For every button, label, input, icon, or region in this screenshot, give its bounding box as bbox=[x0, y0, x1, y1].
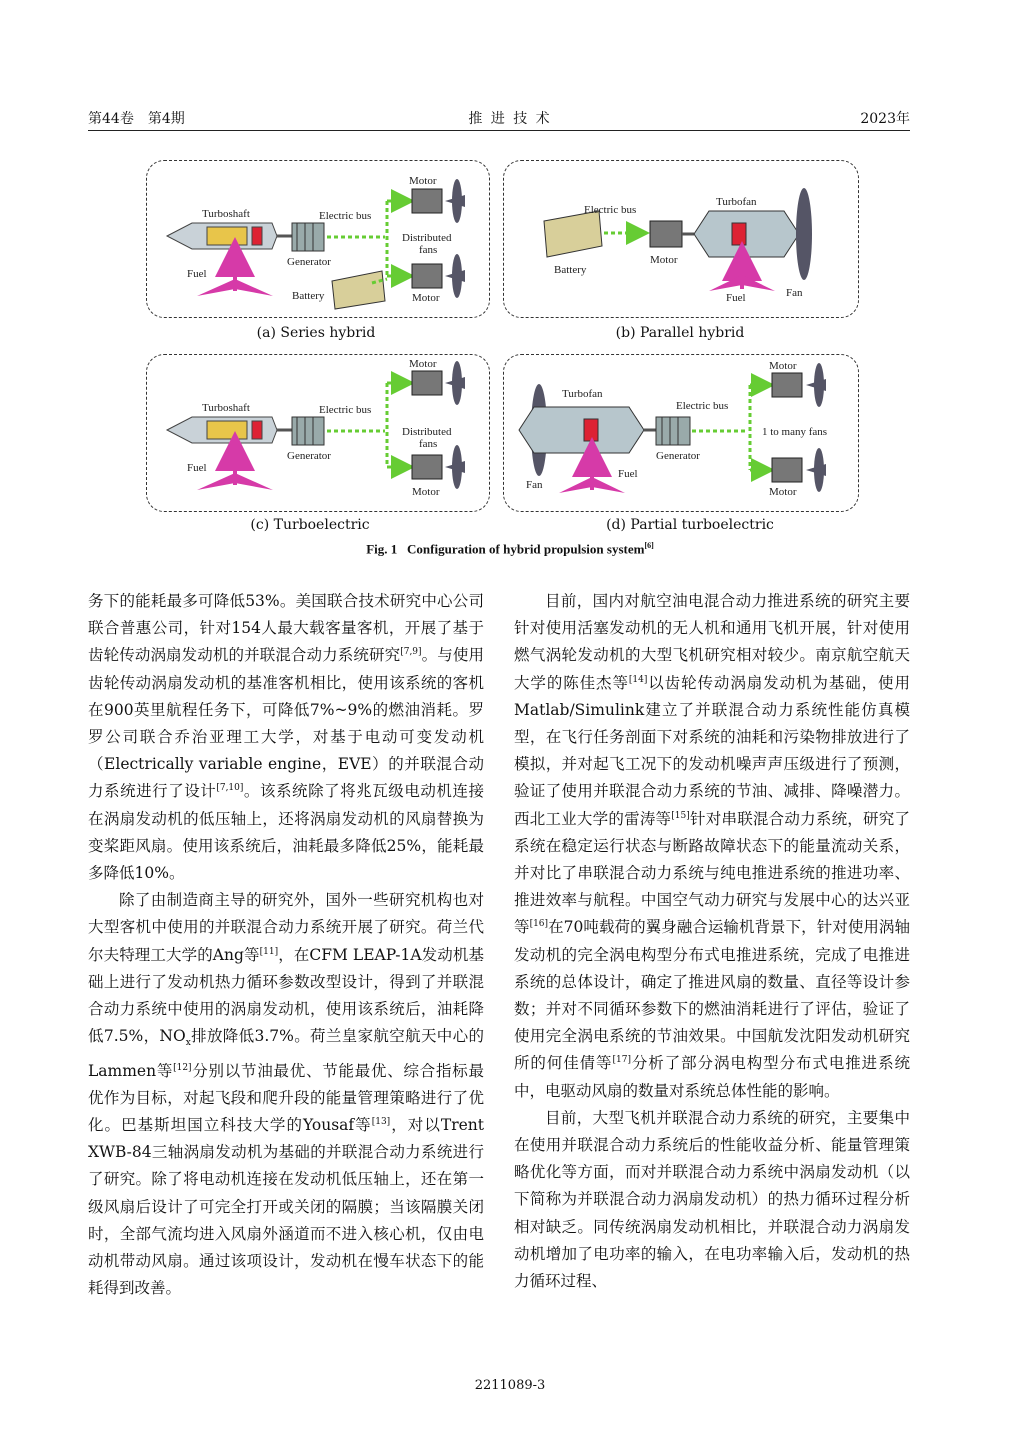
svg-text:Electric bus: Electric bus bbox=[676, 400, 729, 412]
turboelectric-diagram bbox=[147, 355, 489, 511]
fan-bottom-icon bbox=[445, 254, 465, 298]
motor-top-icon bbox=[412, 189, 442, 213]
svg-text:Electric bus: Electric bus bbox=[319, 404, 372, 416]
parallel-hybrid-diagram bbox=[504, 161, 858, 317]
svg-text:Fuel: Fuel bbox=[187, 268, 207, 280]
fan-top-icon bbox=[445, 179, 465, 223]
right-column bbox=[514, 588, 910, 1295]
paragraph: 除了由制造商主导的研究外，国外一些研究机构也对大型客机中使用的并联混合动力系统开展了研究。荷兰代尔夫特理工大学的Ang等[11]，在CFM LEAP-1A发动机基础上进行了发动机热力循环参数改型设计，得到了并联混合动力系统中使用的涡扇发动机，使用该系统后，油耗降低7.5%，$NO_x$排放降低3.7%。荷兰皇家航空航天中心的Lammen等[12]分别以节油最优、节能最优、综合指标最优作为目标，对起飞段和爬升段的能量管理策略进行了优化。巴基斯坦国立科技大学的Yousaf等[13]，对以Trent XWB-84三轴涡扇发动机为基础的并联混合动力系统进行了研究。除了将电动机连接在发动机低压轴上，还在第一级风扇后设计了可完全打开或关闭的隔膜；当该隔膜关闭时，全部气流均进入风扇外涵道而不进入核心机，仅由电动机带动风扇。通过该项设计，发动机在慢车状态下的能耗得到改善。 bbox=[88, 891, 484, 1298]
battery-icon bbox=[544, 211, 602, 257]
svg-text:Battery: Battery bbox=[554, 264, 587, 276]
journal-year: 2023年 bbox=[860, 111, 910, 127]
svg-text:Motor: Motor bbox=[769, 486, 797, 498]
svg-text:Generator: Generator bbox=[287, 256, 331, 268]
page-number: 2211089-3 bbox=[474, 1378, 546, 1393]
svg-text:Motor: Motor bbox=[650, 254, 678, 266]
motor-top-icon bbox=[772, 373, 802, 397]
motor-bottom-icon bbox=[412, 264, 442, 288]
svg-text:fans: fans bbox=[419, 244, 438, 256]
journal-title: 推 进 技 术 bbox=[468, 111, 552, 127]
svg-text:fans: fans bbox=[419, 438, 438, 450]
svg-text:Fan: Fan bbox=[526, 479, 543, 491]
fan-bottom-icon bbox=[806, 448, 826, 492]
svg-text:Battery: Battery bbox=[292, 290, 325, 302]
svg-text:1 to many fans: 1 to many fans bbox=[762, 426, 828, 438]
svg-text:Motor: Motor bbox=[769, 360, 797, 372]
paragraph: 务下的能耗最多可降低53%。美国联合技术研究中心公司联合普惠公司，针对154人最大载客量客机，开展了基于齿轮传动涡扇发动机的并联混合动力系统研究[7,9]。与使用齿轮传动涡扇发动机的基准客机相比，使用该系统的客机在900英里航程任务下，可降低7%~9%的燃油消耗。罗罗公司联合乔治亚理工大学，对基于电动可变发动机（Electrically variable engine，EVE）的并联混合动力系统进行了设计[7,10]。该系统除了将兆瓦级电动机连接在涡扇发动机的低压轴上，还将涡扇发动机的风扇替换为变桨距风扇。使用该系统后，油耗最多降低25%，能耗最多降低10%。 bbox=[88, 592, 484, 883]
svg-text:Turboshaft: Turboshaft bbox=[202, 402, 250, 414]
panel-c-label: (c) Turboelectric bbox=[250, 517, 370, 533]
svg-text:Turbofan: Turbofan bbox=[562, 388, 603, 400]
paragraph: 目前，大型飞机并联混合动力系统的研究，主要集中在使用并联混合动力系统后的性能收益分析、能量管理策略优化等方面，而对并联混合动力系统中涡扇发动机（以下简称为并联混合动力涡扇发动机）的热力循环过程分析相对缺乏。同传统涡扇发动机相比，并联混合动力涡扇发动机增加了电功率的输入，在电功率输入后，发动机的热力循环过程、 bbox=[514, 1108, 910, 1291]
figure-caption: Fig. 1 Configuration of hybrid propulsion system[6] bbox=[366, 541, 654, 557]
panel-turboelectric bbox=[146, 354, 490, 512]
motor-bottom-icon bbox=[772, 458, 802, 482]
svg-text:Fuel: Fuel bbox=[187, 462, 207, 474]
fan-top-icon bbox=[806, 363, 826, 407]
svg-text:Generator: Generator bbox=[287, 450, 331, 462]
svg-text:Motor: Motor bbox=[409, 175, 437, 187]
panel-parallel-hybrid bbox=[503, 160, 859, 318]
svg-text:Fuel: Fuel bbox=[618, 468, 638, 480]
fan-bottom-icon bbox=[445, 445, 465, 489]
svg-text:Motor: Motor bbox=[412, 292, 440, 304]
turbofan-engine-icon bbox=[694, 211, 799, 257]
header-rule bbox=[88, 130, 910, 131]
svg-text:Turboshaft: Turboshaft bbox=[202, 208, 250, 220]
generator-icon bbox=[292, 417, 324, 445]
journal-volume: 第44卷 第4期 bbox=[88, 111, 185, 127]
svg-text:Motor: Motor bbox=[412, 486, 440, 498]
svg-text:Fan: Fan bbox=[786, 287, 803, 299]
fan-top-icon bbox=[445, 361, 465, 405]
panel-d-label: (d) Partial turboelectric bbox=[606, 517, 774, 533]
fan-icon bbox=[796, 188, 812, 280]
left-column bbox=[88, 588, 484, 1302]
generator-icon bbox=[292, 223, 324, 251]
svg-text:Electric bus: Electric bus bbox=[584, 204, 637, 216]
turboshaft-engine-icon bbox=[167, 223, 292, 249]
motor-icon bbox=[650, 221, 682, 247]
svg-text:Turbofan: Turbofan bbox=[716, 196, 757, 208]
svg-text:Electric bus: Electric bus bbox=[319, 210, 372, 222]
turboshaft-engine-icon bbox=[167, 417, 292, 443]
generator-icon bbox=[656, 417, 690, 445]
panel-a-label: (a) Series hybrid bbox=[256, 325, 376, 341]
paragraph: 目前，国内对航空油电混合动力推进系统的研究主要针对使用活塞发动机的无人机和通用飞机开展，针对使用燃气涡轮发动机的大型飞机研究相对较少。南京航空航天大学的陈佳杰等[14]以齿轮传动涡扇发动机为基础，使用Matlab/Simulink建立了并联混合动力系统性能仿真模型，在飞行任务剖面下对系统的油耗和污染物排放进行了模拟，并对起飞工况下的发动机噪声声压级进行了预测，验证了使用并联混合动力系统的节油、减排、降噪潜力。西北工业大学的雷涛等[15]针对串联混合动力系统，研究了系统在稳定运行状态与断路故障状态下的能量流动关系，并对比了串联混合动力系统与纯电推进系统的推进功率、推进效率与航程。中国空气动力研究与发展中心的达兴亚等[16]在70吨载荷的翼身融合运输机背景下，针对使用涡轴发动机的完全涡电构型分布式电推进系统，完成了电推进系统的总体设计，确定了推进风扇的数量、直径等设计参数；并对不同循环参数下的燃油消耗进行了评估，验证了使用完全涡电系统的节油效果。中国航发沈阳发动机研究所的何佳倩等[17]分析了部分涡电构型分布式电推进系统中，电驱动风扇的数量对系统总体性能的影响。 bbox=[514, 592, 910, 1100]
turbofan-engine-icon bbox=[519, 407, 644, 453]
svg-text:Distributed: Distributed bbox=[402, 426, 452, 438]
panel-partial-turboelectric bbox=[503, 354, 859, 512]
series-hybrid-diagram bbox=[147, 161, 489, 317]
svg-text:Motor: Motor bbox=[409, 358, 437, 370]
motor-bottom-icon bbox=[412, 455, 442, 479]
motor-top-icon bbox=[412, 371, 442, 395]
panel-b-label: (b) Parallel hybrid bbox=[615, 325, 745, 341]
aircraft-icon bbox=[559, 477, 625, 493]
partial-turboelectric-diagram bbox=[504, 355, 858, 511]
panel-series-hybrid bbox=[146, 160, 490, 318]
aircraft-icon bbox=[197, 279, 273, 296]
svg-text:Fuel: Fuel bbox=[726, 292, 746, 304]
battery-icon bbox=[332, 271, 385, 309]
svg-text:Generator: Generator bbox=[656, 450, 700, 462]
svg-text:Distributed: Distributed bbox=[402, 232, 452, 244]
aircraft-icon bbox=[197, 473, 273, 490]
